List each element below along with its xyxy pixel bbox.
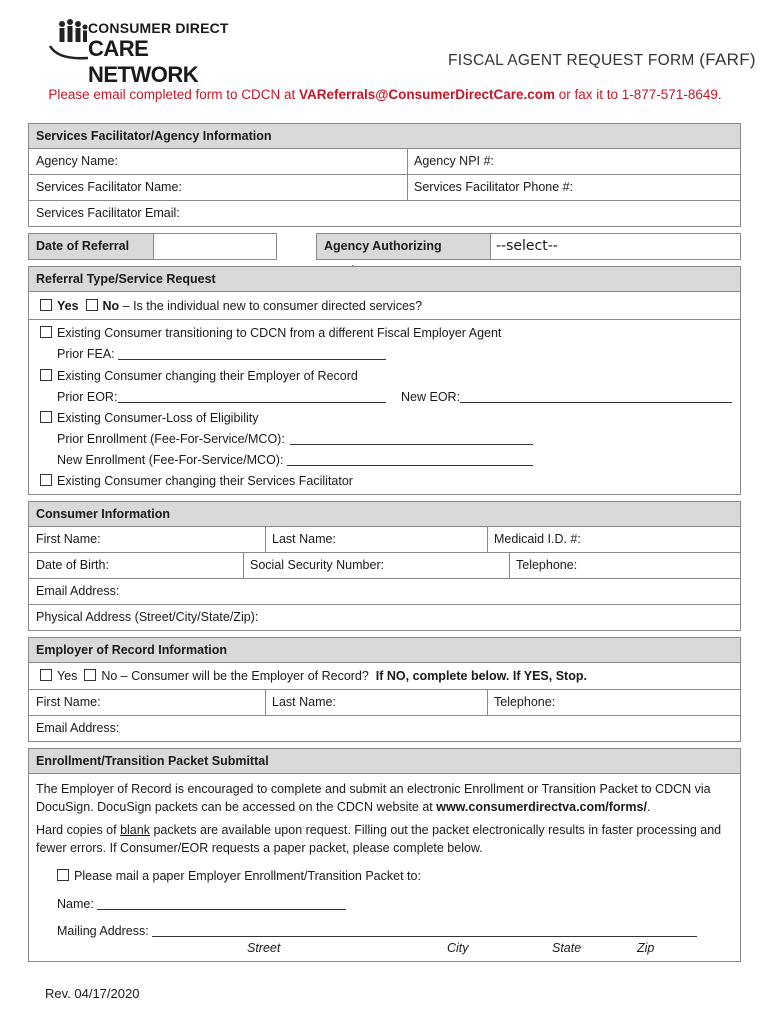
- packet-para2-line2: fewer errors. If Consumer/EOR requests a paper packet, please complete below.: [36, 841, 483, 855]
- people-icon: [56, 18, 90, 46]
- consumer-first-name-field[interactable]: [29, 527, 265, 552]
- packet-section-header: Enrollment/Transition Packet Submittal: [28, 748, 741, 774]
- prior-enrollment-label: Prior Enrollment (Fee-For-Service/MCO):: [57, 432, 285, 446]
- no-checkbox[interactable]: [86, 299, 98, 311]
- eor-section-header: Employer of Record Information: [28, 637, 741, 663]
- change-eor-checkbox[interactable]: [40, 369, 52, 381]
- medicaid-id-field[interactable]: [487, 527, 742, 552]
- new-enrollment-label: New Enrollment (Fee-For-Service/MCO):: [57, 453, 284, 467]
- eor-first-name-field[interactable]: [29, 690, 265, 715]
- consumer-address-label: Physical Address (Street/City/State/Zip):: [36, 610, 259, 624]
- form-title: [448, 50, 756, 70]
- sf-row-email: [28, 201, 741, 227]
- prior-eor-label: Prior EOR:: [57, 390, 118, 404]
- eor-telephone-label: Telephone:: [494, 695, 556, 709]
- zip-caption: Zip: [637, 941, 655, 955]
- consumer-address-field[interactable]: [29, 605, 742, 630]
- packet-body: [28, 774, 741, 962]
- consumer-email-field[interactable]: [29, 579, 742, 604]
- change-sf-checkbox[interactable]: [40, 474, 52, 486]
- eor-row-email: [28, 716, 741, 742]
- sf-email-label: Services Facilitator Email:: [36, 206, 180, 220]
- city-caption: City: [447, 941, 469, 955]
- consumer-section-header: Consumer Information: [28, 501, 741, 527]
- packet-para2-pre: Hard copies of: [36, 823, 121, 837]
- agency-name-label: Agency Name:: [36, 154, 118, 168]
- referral-new-row: [28, 292, 741, 320]
- packet-para1-line2-text: DocuSign. DocuSign packets can be accessed on the CDCN website at: [36, 800, 437, 814]
- sf-name-field[interactable]: [29, 175, 407, 200]
- eor-email-field[interactable]: [29, 716, 742, 741]
- loss-eligibility-checkbox[interactable]: [40, 411, 52, 423]
- opt-change-sf: [40, 474, 353, 488]
- packet-para1-line2: [36, 800, 650, 814]
- referral-options: [28, 320, 741, 495]
- eor-telephone-field[interactable]: [487, 690, 742, 715]
- eor-email-label: Email Address:: [36, 721, 120, 735]
- opt-loss-eligibility-label: Existing Consumer-Loss of Eligibility: [57, 411, 259, 425]
- new-eor-label: New EOR:: [401, 390, 461, 404]
- eor-yes-checkbox[interactable]: [40, 669, 52, 681]
- logo-line-2: CARE NETWORK: [88, 36, 199, 87]
- consumer-first-name-label: First Name:: [36, 532, 101, 546]
- yes-checkbox[interactable]: [40, 299, 52, 311]
- sf-name-label: Services Facilitator Name:: [36, 180, 182, 194]
- form-title-abbr: (FARF): [699, 50, 756, 69]
- mail-address-label: Mailing Address:: [57, 924, 149, 938]
- agency-authorizing-label: Agency Authorizing: [316, 233, 491, 260]
- dob-label: Date of Birth:: [36, 558, 109, 572]
- eor-last-name-field[interactable]: [265, 690, 487, 715]
- consumer-telephone-field[interactable]: [509, 553, 742, 578]
- new-enrollment-line[interactable]: [287, 465, 533, 466]
- prior-fea-line[interactable]: [118, 359, 386, 360]
- date-of-referral-input[interactable]: [153, 233, 277, 260]
- mail-address-line[interactable]: [152, 936, 697, 937]
- packet-para1-end: .: [646, 800, 651, 814]
- agency-npi-label: Agency NPI #:: [414, 154, 494, 168]
- sf-section-header: Services Facilitator/Agency Information: [28, 123, 741, 149]
- form-title-text: FISCAL AGENT REQUEST FORM: [448, 52, 695, 69]
- consumer-row-email: [28, 579, 741, 605]
- sf-row-facilitator: [28, 175, 741, 201]
- new-consumer-question: [40, 299, 422, 313]
- mail-name-label: Name:: [57, 897, 94, 911]
- eor-question-row: [28, 663, 741, 690]
- cdcn-logo: [48, 16, 238, 87]
- opt-transition-fea-label: Existing Consumer transitioning to CDCN from a different Fiscal Employer Agent: [57, 326, 502, 340]
- opt-loss-eligibility: [40, 411, 258, 425]
- notice-email[interactable]: VAReferrals@ConsumerDirectCare.com: [298, 87, 555, 102]
- packet-forms-link[interactable]: www.consumerdirectva.com/forms/: [436, 800, 647, 814]
- prior-eor-line[interactable]: [118, 402, 386, 403]
- ssn-field[interactable]: [243, 553, 509, 578]
- mail-packet-label: Please mail a paper Employer Enrollment/Transition Packet to:: [74, 869, 421, 883]
- sf-row-agency: [28, 149, 741, 175]
- opt-change-sf-label: Existing Consumer changing their Services Facilitator: [57, 474, 353, 488]
- agency-name-field[interactable]: [29, 149, 407, 174]
- eor-row-names: [28, 690, 741, 716]
- mail-packet-checkbox[interactable]: [57, 869, 69, 881]
- state-caption: State: [552, 941, 582, 955]
- opt-change-eor: [40, 369, 358, 383]
- packet-para1-line1: The Employer of Record is encouraged to complete and submit an electronic Enrollment or Transition Packet to CDCN via: [36, 782, 711, 796]
- notice-post: or fax it to 1-877-571-8649.: [555, 87, 722, 102]
- consumer-telephone-label: Telephone:: [516, 558, 578, 572]
- mail-packet-option: [57, 869, 421, 883]
- street-caption: Street: [247, 941, 281, 955]
- eor-yes-label: Yes: [57, 669, 78, 683]
- sf-phone-label: Services Facilitator Phone #:: [414, 180, 574, 194]
- eor-no-checkbox[interactable]: [84, 669, 96, 681]
- agency-authorizing-select[interactable]: --select--: [490, 233, 741, 260]
- eor-last-name-label: Last Name:: [272, 695, 336, 709]
- prior-enrollment-line[interactable]: [290, 444, 533, 445]
- transition-fea-checkbox[interactable]: [40, 326, 52, 338]
- eor-question: [40, 669, 587, 683]
- opt-transition-fea: [40, 326, 501, 340]
- dob-field[interactable]: [29, 553, 243, 578]
- agency-npi-field[interactable]: [407, 149, 742, 174]
- medicaid-id-label: Medicaid I.D. #:: [494, 532, 581, 546]
- consumer-row-names: [28, 527, 741, 553]
- packet-para2-post: packets are available upon request. Filling out the packet electronically results in faster processing and: [149, 823, 722, 837]
- eor-instruction: If NO, complete below. If YES, Stop.: [375, 669, 587, 683]
- packet-blank-word: blank: [120, 823, 150, 837]
- notice-pre: Please email completed form to CDCN at: [48, 87, 299, 102]
- date-of-referral-label: Date of Referral: [28, 233, 154, 260]
- referral-section-header: Referral Type/Service Request: [28, 266, 741, 292]
- new-question-text: – Is the individual new to consumer directed services?: [119, 299, 423, 313]
- ssn-label: Social Security Number:: [250, 558, 385, 572]
- packet-para2-line1: [36, 823, 721, 837]
- logo-swoosh: [48, 44, 90, 62]
- yes-label: Yes: [57, 299, 79, 313]
- new-eor-line[interactable]: [460, 402, 732, 403]
- submission-notice: [0, 87, 770, 102]
- eor-first-name-label: First Name:: [36, 695, 101, 709]
- opt-change-eor-label: Existing Consumer changing their Employer of Record: [57, 369, 358, 383]
- eor-no-question: No – Consumer will be the Employer of Record?: [101, 669, 369, 683]
- prior-fea-label: Prior FEA:: [57, 347, 115, 361]
- consumer-row-dob: [28, 553, 741, 579]
- mail-name-line[interactable]: [97, 909, 346, 910]
- consumer-last-name-field[interactable]: [265, 527, 487, 552]
- consumer-row-address: [28, 605, 741, 631]
- no-label: No: [102, 299, 120, 313]
- consumer-last-name-label: Last Name:: [272, 532, 336, 546]
- consumer-email-label: Email Address:: [36, 584, 120, 598]
- sf-phone-field[interactable]: [407, 175, 742, 200]
- sf-email-field[interactable]: [29, 201, 742, 226]
- logo-line-1: CONSUMER DIRECT: [88, 20, 229, 36]
- revision-date: Rev. 04/17/2020: [45, 986, 140, 1001]
